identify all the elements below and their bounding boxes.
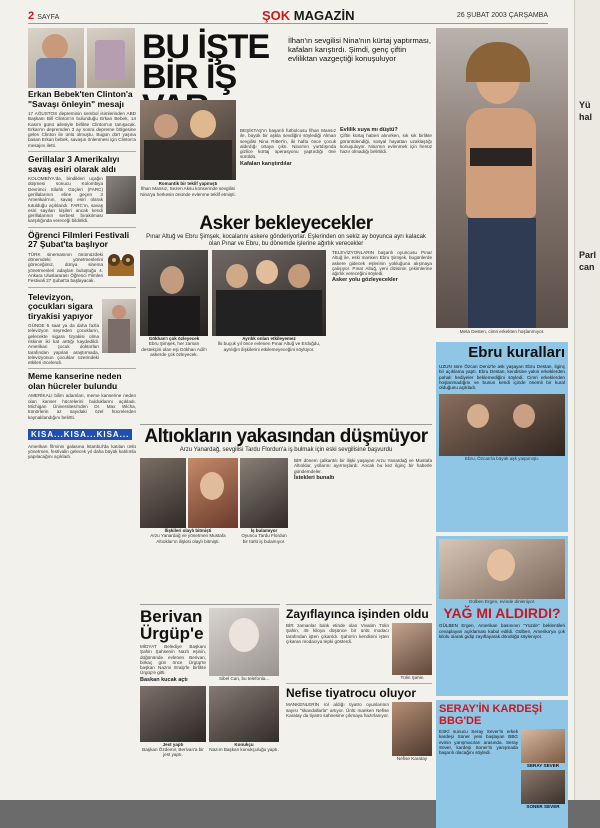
section-logo: ŞOK MAGAZİN bbox=[262, 8, 355, 23]
lead-text-2: Çiftin kürtaj haberi alınırken, sık sık birlikte görüntülendiği, sosyal hayattan uzaklaştığı konuşuluyor. Nina'nın evlenmek için henüz hazır olmadığı belirtildi. bbox=[340, 133, 432, 155]
lead-deck: İlhan'ın sevgilisi Nina'nın kürtaj yaptırması, kafaları karıştırdı. Şimdi, genç çiftin evliliktan vazgeçtiği konuşuluyor bbox=[288, 36, 432, 63]
jest-photo bbox=[140, 686, 206, 742]
nefise-caption: Nefise Karatay bbox=[396, 756, 428, 762]
pinar-caption-title: Ayrılık onları etkileyemez bbox=[242, 336, 296, 341]
seray-box bbox=[436, 700, 568, 828]
ebru-headline: Ebru kuralları bbox=[468, 344, 565, 361]
nefise-headline: Nefise tiyatrocu oluyor bbox=[286, 686, 417, 701]
altiok-text: BİR dönem çalkantılı bir ilişki yaşayan Arzu Yanardağ ve Mustafa Altıoklar, yollarını ayırmışlardı. Ancak bu kez ilginç bir haberle gündemdeler. bbox=[294, 458, 432, 474]
berivan-sub: Baskan kucak açtı bbox=[140, 676, 188, 683]
berivan-text: MİDYAT Belediye Başkanı Şahin Şahsenin Nazlı eşinin, düğününde evlenen Berivan, birkaç gün önce Ürgüp'te başkan Nazmi Eralp'le birlikte Ürgüp'e gitti. bbox=[140, 644, 206, 676]
gulben-photo bbox=[439, 539, 565, 599]
ilhan-photo-caption: İlhan Mansız, Sezen Aksu konserinde sevgilisi Nina'ya herkesin önünde evlenme teklif etmişti. bbox=[140, 186, 236, 197]
main-column bbox=[140, 28, 432, 800]
tardu-photo bbox=[240, 458, 288, 528]
clinton-photo bbox=[87, 28, 135, 88]
tv-text: GÜNDE 5 saat ya da daha fazla televizyon seyreden çocukların, gelecekte sigara tiryakisi olma riskinin iki kat arttığı kaydedildi. Amerikan çocuk doktorları tarafından yapılan araştırmada, televizyonun çocuklar üzerindeki etkileri incelendi. bbox=[28, 323, 99, 366]
edge-fragment: can bbox=[579, 262, 595, 272]
asker-deck: Pınar Altuğ ve Ebru Şimşek, kocalarını askere gönderiyorlar. Eşlerinden on sekiz ay boyunca ayrı kalacak olan Pınar ve Ebru, bu dönemde işlerine ağırlık verecekler bbox=[146, 234, 426, 247]
altiok-sub: İstekleri bunaltı bbox=[294, 474, 335, 481]
gulben-box bbox=[436, 536, 568, 696]
page-number: 2 SAYFA bbox=[28, 10, 60, 22]
gulben-text: GÜLBEN Ergen, Amerikan basınının "Yüzde" beklentileri cevaplayan açıklaması kabul edildi. Gülben, Amerika'ya çok kilolu olarak gidip zayıflayarak döndüğü söyleniyor. bbox=[439, 623, 565, 639]
tv-headline: Televizyon, çocukları sigara tiryakisi yapıyor bbox=[28, 291, 93, 321]
left-column bbox=[28, 28, 136, 800]
seray-cap: SERAY SEVER bbox=[526, 763, 560, 768]
gerilla-headline: Gerillalar 3 Amerikalıyı savaş esiri olarak aldı bbox=[28, 154, 120, 174]
pinar-ebru-photo bbox=[212, 250, 326, 336]
page-header bbox=[28, 10, 548, 24]
adjacent-page-edge bbox=[574, 0, 600, 800]
sibel-can-photo bbox=[209, 608, 279, 676]
gerilla-photo bbox=[106, 176, 136, 214]
soner-cap: SONER SEVER bbox=[526, 804, 560, 810]
meme-text: AMERİKALI bilim adamları, meme kanserine neden olan kanser hücrelerini bulduklarını açıkladı. Michigan Üniversitesi'nden Dr. Max Wicha, tümörlerin az sayıdaki özel hücrelerden kaynaklandığını belirtti. bbox=[28, 393, 136, 420]
seray-text: ESKİ sunucu Seray Sever'in erkek kardeşi Soner yeni başlayan BBG evinin yarışmacıları arasında. Seray Sever, kardeşi Soner'in yarışmada başarılı olacağını söyledi. bbox=[439, 729, 518, 756]
nefise-photo bbox=[392, 702, 432, 756]
edge-fragment: Parl bbox=[579, 250, 597, 260]
tulin-caption: Tülin Şahin bbox=[400, 675, 424, 680]
tv-child-photo bbox=[102, 299, 136, 353]
gerilla-text: KOLOMBİYA'da, bindikleri uçağın düşmesi sonucu Kolombiya Devrimci Silahlı Güçleri (FARC) gerillalarının eline geçen 3 Amerikalı'nın, savaş esiri olarak tutulduğu açıklandı. FARC'ın, savaş esiri sayılan kişileri ancak kendi gerillalarının serbest bırakılması karşılığında vereceği bildirildi. bbox=[28, 176, 103, 224]
edge-fragment: Yü bbox=[579, 100, 591, 110]
gulben-caption: Gülben Ergen, evinde dinleniyor. bbox=[468, 599, 536, 604]
asker-text: TELEVİZYONLARIN başarılı oyuncusu Pınar Altuğ ile, eski manken Ebru Şimşek, bugünlerde askere gidecek eşlerinin yokluğuna alışmaya çalışıyor. Pınar Altuğ, yeni dizisinin çekimlerine ağırlık vereceğini söyledi. bbox=[332, 250, 432, 277]
ilhan-photo-caption-title: Romantik bir teklif yapmıştı bbox=[158, 181, 218, 186]
film-reel-icon bbox=[106, 252, 136, 280]
ebru-caption: Ebru, Özcan'la büyük aşk yaşamıştı. bbox=[464, 456, 540, 462]
lead-headline: BU İŞTE BİR İŞ bbox=[142, 28, 270, 96]
gulben-headline: YAĞ MI ALDIRDI? bbox=[443, 605, 561, 622]
konukcu-caption: Nazım Başkan konukçuluğu yaptı. bbox=[209, 747, 279, 753]
ebru-ozcan-photo bbox=[439, 394, 565, 456]
seray-sever-photo bbox=[521, 729, 565, 763]
altiok-deck: Arzu Yanardağ, sevgilisi Tardu Flordun'a iş bulmak için eski sevgilisine başvurdu bbox=[179, 447, 393, 453]
issue-date: 26 ŞUBAT 2003 ÇARŞAMBA bbox=[456, 12, 548, 19]
soner-sever-photo bbox=[521, 770, 565, 804]
gokhan-photo bbox=[140, 250, 208, 336]
right-column bbox=[436, 28, 568, 810]
sibel-can-caption: Sibel Can, bu telefonla... bbox=[218, 676, 270, 681]
altiok-cap2-title: İş bulamıyor bbox=[250, 528, 278, 533]
altiok-cap2: Oyuncu Tardu Flordun bir türlü iş bulamıyor. bbox=[241, 533, 287, 544]
festival-headline: Öğrenci Filmleri Festivali 27 Şubat'ta başlıyor bbox=[28, 229, 130, 250]
ebru-box bbox=[436, 342, 568, 532]
jest-caption-title: Jest yaptı bbox=[162, 741, 184, 747]
konukcu-caption-title: Konukçu bbox=[234, 741, 254, 747]
kisa-banner: KISA...KISA...KISA... bbox=[28, 429, 132, 440]
arzu-photo bbox=[188, 458, 238, 528]
meme-headline: Meme kanserine neden olan hücreler bulundu bbox=[28, 371, 122, 391]
jest-caption: Başkan Özdemir, Berivan'a bir jest yaptı. bbox=[142, 747, 204, 758]
tulin-photo bbox=[392, 623, 432, 675]
lead-text-1: BEŞİKTAŞ'ın başarılı futbolcusu İlhan Mansız ile, büyük bir aşkla sevdiğini söylediği Alman sevgilisi Nina Ritter'in, iki hafta önce çocuk aldırdığı ortaya çıktı. Nina'nın yurtdışında gizlice kürtaj operasyonu yaptırdığı öne sürüldü. bbox=[240, 128, 336, 160]
zayif-text: BİR zamanlar balık etinde olan Vivatim Tülin Şahin, 45 kiloya düşünce bir ünlü modacı tarafından işten çıkarıldı. Şahin'in kendisini işten çıkaran modacıya tepki gösterdi. bbox=[286, 623, 389, 644]
erkan-bebek-photo bbox=[28, 28, 84, 88]
ebru-text: UZUN süre Özcan Deniz'le ask yaşayan Ebru Destan, ilginç bir açıklama yaptı. Ebru Destan, kendisine yakın erkeklerden pahalı hediyeler beklemediğini söyledi. Cimri erkeklerden hoşlanmadığını ve bunun kendi içinde önemli bir kural olduğunu açıkladı. bbox=[439, 364, 565, 391]
seray-headline: SERAY'İN KARDEŞİ BBG'DE bbox=[439, 703, 543, 727]
meta-desten-caption: Meta Desten, cimri erkekten hoşlanmıyor. bbox=[459, 329, 545, 334]
ilhan-nina-photo bbox=[140, 100, 236, 180]
pinar-caption: İki buçuk yıl önce evlenen Pınar Altuğ ve Erdoğdu, ayrılığın ilişkilerini etkilemeyeceğini söylüyor. bbox=[217, 341, 321, 352]
altiok-cap1: Arzu Yanardağ ve yönetmen Mustafa Altıoklar'ın ilişkisi olaylı bitmişti. bbox=[150, 533, 226, 544]
kisa-text: Amerikan filminin galasına İstanbul'da katılan ünlü yönetmen, festivalin gelecek yıl daha büyük katılımla yapılacağını açıkladı. bbox=[28, 443, 136, 460]
clinton-headline: Erkan Bebek'ten Clinton'a "Savaşı önleyin" mesajı bbox=[28, 89, 133, 109]
clinton-text: 17 AĞUSTOS depreminin sembol isimlerinden ABD Başkanı Bill Clinton'ın bulunduğu Erkan Bebek, 14 Kasım günü ailesiyle birlikte Clinton'un tanışacak. Erkan'ın depremden 3 ay sonra depreme bölgesine gelen Clinton ile ünlü olmuştu. Bugün dört yaşına basan Erkan bebek, savaşın önlenmesi için Clinton'a mesajını iletti. bbox=[28, 111, 136, 148]
edge-fragment: hal bbox=[579, 112, 593, 122]
meta-desten-photo bbox=[436, 28, 568, 328]
asker-headline: Asker bekleyecekler bbox=[199, 213, 373, 234]
zayif-headline: Zayıflayınca işinden oldu bbox=[286, 607, 429, 621]
lead-sub-2: Evlilik suya mı düştü? bbox=[340, 127, 398, 133]
konukcu-photo bbox=[209, 686, 279, 742]
lead-sub-1: Kafaları karıştırdılar bbox=[240, 160, 292, 167]
gokhan-caption: Ebru Şimşek, her zaman destekçisi olan eşi Gökhan Adil'ı askerde çok özleyecek. bbox=[141, 341, 207, 357]
asker-sub: Asker yolu gözleyecekler bbox=[332, 277, 398, 284]
altiok-cap1-title: İlişkileri olaylı bitmişti bbox=[164, 528, 212, 533]
nefise-text: MANKENLERİN rol aldığı tiyatro oyunlarının sayısı "skandallarla" artıyor. Ünlü manken Nefise Karatay da tiyatro sahnesine çıkmaya hazırlanıyor. bbox=[286, 702, 389, 718]
berivan-headline: Berivan Ürgüp'e bbox=[140, 607, 204, 643]
altioklar-photo bbox=[140, 458, 186, 528]
festival-text: TÜRK sinemasının önümüzdeki dönemdeki yönetmenlerini göreceğimiz, dünya sinema yönetmenleri adayları buluştuğu 4. Ankara Uluslararası Öğrenci Filmleri Festivali 27 Şubat'ta başlayacak. bbox=[28, 251, 103, 284]
altiok-headline: Altıokların yakasından düşmüyor bbox=[144, 426, 428, 447]
gokhan-caption-title: Gökhan'ı çok özleyecek bbox=[148, 336, 200, 341]
